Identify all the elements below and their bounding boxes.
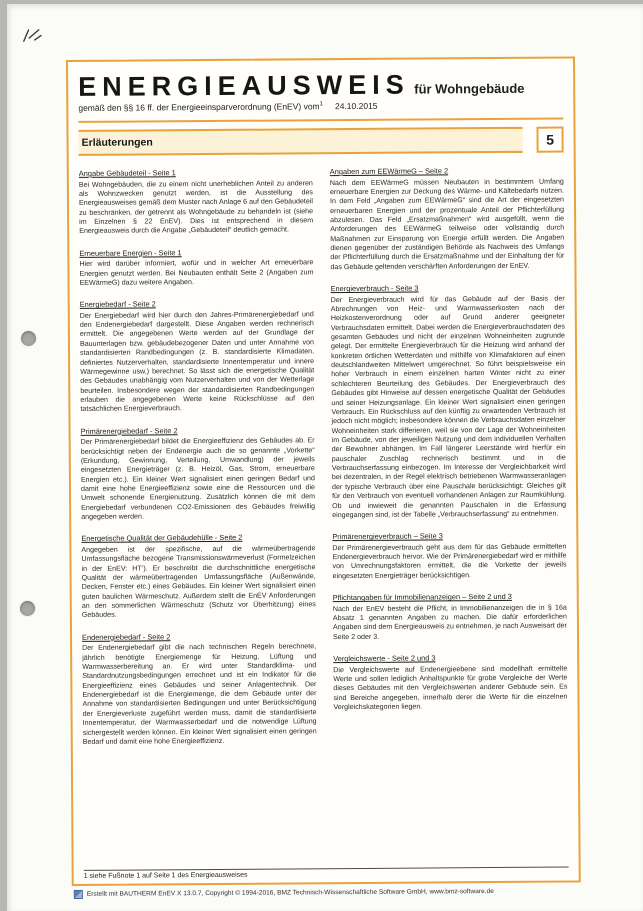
content-columns bbox=[79, 166, 569, 870]
section-heading: Vergleichswerte - Seite 2 und 3 bbox=[333, 653, 436, 664]
credit-text: Erstellt mit BAUTHERM EnEV X 13.0.7, Copyright © 1994-2016, BMZ Technisch-Wissenschaftliche Software GmbH, www.bmz-software.de bbox=[86, 888, 494, 898]
title-row bbox=[78, 71, 563, 101]
document-title-suffix: für Wohngebäude bbox=[414, 80, 525, 97]
section-heading: Endenergiebedarf - Seite 2 bbox=[81, 632, 171, 642]
section-title-bar bbox=[78, 127, 522, 156]
section-body: Angegeben ist der spezifische, auf die wärmeübertragende Umfassungsfläche bezogene Transmissionswärmeverlust (Formelzeichen in der EnEV: HT’). Er beschreibt die durchschnittliche energetische Qualität der wärmeübertragenden Umfassungsfläche (Außenwände, Decken, Fenster etc.) eines Gebäudes. Ein kleiner Wert signalisiert einen guten baulichen Wärmeschutz. Außerdem stellt die EnEV Anforderungen an den sommerlichen Wärmeschutz (Schutz vor Überhitzung) eines Gebäudes. bbox=[81, 544, 316, 620]
section-pflichtangaben bbox=[333, 592, 567, 643]
section-heading: Primärenergieverbrauch – Seite 3 bbox=[332, 531, 443, 542]
punch-hole-bottom bbox=[20, 601, 35, 616]
section-heading: Erneuerbare Energien - Seite 1 bbox=[79, 247, 182, 258]
section-body: Nach der EnEV besteht die Pflicht, in Immobilienanzeigen die in § 16a Absatz 1 genannten Angaben zu machen. Die dafür erforderlichen Angaben sind dem Energieausweis zu entnehmen, je nach Ausweisart der Seite 2 oder 3. bbox=[332, 603, 567, 641]
energieausweis-document bbox=[66, 56, 581, 899]
section-heading: Energiebedarf - Seite 2 bbox=[79, 299, 156, 310]
section-heading: Angabe Gebäudeteil - Seite 1 bbox=[78, 168, 176, 178]
section-heading: Angaben zum EEWärmeG – Seite 2 bbox=[329, 166, 449, 177]
section-primaerenergieverbrauch bbox=[332, 531, 566, 582]
section-endenergiebedarf bbox=[82, 631, 317, 747]
section-primaerenergiebedarf bbox=[81, 425, 316, 522]
section-body: Der Primärenergieverbrauch geht aus dem für das Gebäude ermittelten Endenergieverbrauch hervor. Wie der Primärenergiebedarf wird er mithilfe von Umrechnungsfaktoren ermittelt, die die Vorkette der jeweils eingesetzten Energieträger berücksichtigen. bbox=[332, 542, 567, 580]
section-heading: Energieverbrauch - Seite 3 bbox=[330, 283, 419, 294]
section-energetische-qualitaet bbox=[81, 533, 316, 621]
section-body: Hier wird darüber informiert, wofür und in welcher Art erneuerbare Energien genutzt werden. Bei Neubauten enthält Seite 2 (Angaben zum EEWärmeG) dazu weitere Angaben. bbox=[79, 258, 314, 287]
page-number-box: 5 bbox=[536, 127, 563, 153]
section-body: Die Vergleichswerte auf Endenergieebene sind modellhaft ermittelte Werte und sollen lediglich Anhaltspunkte für grobe Vergleiche der Werte dieses Gebäudes mit den Vergleichswerten anderer Gebäude sein. Es sind Bereiche angegeben, innerhalb derer die Werte für die einzelnen Vergleichskategorien liegen. bbox=[333, 664, 568, 712]
section-erneuerbare-energien bbox=[79, 247, 313, 288]
section-body: Der Primärenergiebedarf bildet die Energieeffizienz des Gebäudes ab. Er berücksichtigt neben der Endenergie auch die so genannte „Vorkette“ (Erkundung, Gewinnung, Verteilung, Umwandlung) der jeweils eingesetzten Energieträger (z. B. Heizöl, Gas, Strom, erneuerbare Energien etc.). Ein kleiner Wert signalisiert einen geringen Bedarf und damit eine hohe Energieeffizienz sowie eine die Ressourcen und die Umwelt schonende Energienutzung. Zusätzlich können die mit dem Energiebedarf verbundenen CO2-Emissionen des Gebäudes freiwillig angegeben werden. bbox=[80, 436, 316, 521]
left-column bbox=[79, 167, 318, 870]
right-column bbox=[330, 166, 569, 869]
document-frame bbox=[66, 56, 581, 886]
section-heading: Pflichtangaben für Immobilienanzeigen – Seite 2 und 3 bbox=[332, 592, 512, 603]
section-body: Nach dem EEWärmeG müssen Neubauten in bestimmtem Umfang erneuerbare Energien zur Deckung des Wärme- und Kältebedarfs nutzen. In dem Feld „Angaben zum EEWärmeG“ sind die Art der eingesetzten erneuerbaren Energien und der prozentuale Anteil der Pflichterfüllung abzulesen. Das Feld „Ersatzmaßnahmen“ wird ausgefüllt, wenn die Anforderungen des EEWärmeG teilweise oder vollständig durch Maßnahmen zur Einsparung von Energie erfüllt werden. Die Angaben dienen gegenüber der zuständigen Behörde als Nachweis des Umfangs der Pflichterfüllung durch die Ersatzmaßnahme und der Einhaltung der für das Gebäude geltenden verschärften Anforderungen der EnEV. bbox=[329, 177, 565, 271]
subtitle-text: gemäß den §§ 16 ff. der Energieeinsparverordnung (EnEV) vom bbox=[78, 101, 320, 113]
section-heading: Energetische Qualität der Gebäudehülle - Seite 2 bbox=[81, 533, 243, 544]
section-energieverbrauch bbox=[331, 283, 567, 521]
software-logo-icon bbox=[74, 890, 83, 899]
section-vergleichswerte bbox=[333, 653, 567, 713]
section-body: Der Energieverbrauch wird für das Gebäude auf der Basis der Abrechnungen von Heiz- und Warmwasserkosten nach der Heizkostenverordnung oder auf Grund anderer geeigneter Verbrauchsdaten ermittelt. Dabei werden die Energieverbrauchsdaten des gesamten Gebäudes und nicht der einzelnen Wohneinheiten zugrunde gelegt. Der ermittelte Energieverbrauch für die Heizung wird anhand der konkreten örtlichen Wetterdaten und mithilfe von Klimafaktoren auf einen deutschlandweiten Mittelwert umgerechnet. So führt beispielsweise ein hoher Verbrauch in einem einzelnen harten Winter nicht zu einer schlechteren Beurteilung des Gebäudes. Der Energieverbrauch des Gebäudes gibt Hinweise auf dessen energetische Qualität der Gebäudes und seiner Heizungsanlage. Ein kleiner Wert signalisiert einen geringen Verbrauch. Ein Rückschluss auf den künftig zu erwartenden Verbrauch ist jedoch nicht möglich; insbesondere können die Verbrauchsdaten einzelner Wohneinheiten stark differieren, weil sie von der Lage der Wohneinheiten im Gebäude, von der jeweiligen Nutzung und dem individuellen Verhalten der Bewohner abhängen. Im Fall längerer Leerstände wird hierfür ein pauschaler Zuschlag rechnerisch bestimmt und in die Verbrauchserfassung einbezogen. Im Interesse der Vergleichbarkeit wird bei dezentralen, in der Regel elektrisch betriebenen Warmwasseranlagen der typische Verbrauch über eine Pauschale berücksichtigt: Gleiches gilt für den Verbrauch von eventuell vorhandenen Anlagen zur Raumkühlung. Ob und inwieweit die genannten Pauschalen in die Erfassung eingegangen sind, ist der Tabelle „Verbrauchserfassung“ zu entnehmen. bbox=[330, 294, 567, 520]
issue-date: 24.10.2015 bbox=[334, 100, 378, 112]
section-body: Der Endenergiebedarf gibt die nach technischen Regeln berechnete, jährlich benötigte Energiemenge für Heizung, Lüftung und Warmwasserbereitung an. Er wird unter Standardklima- und Standardnutzungsbedingungen errechnet und ist ein Indikator für die Energieeffizienz eines Gebäudes und seiner Anlagentechnik. Der Endenergiebedarf ist die Energiemenge, die dem Gebäude unter der Annahme von standardisierten Bedingungen und unter Berücksichtigung der Energieverluste zugeführt werden muss, damit die standardisierte Innentemperatur, der Warmwasserbedarf und die notwendige Lüftung sichergestellt werden können. Ein kleiner Wert signalisiert einen geringen Bedarf und damit eine hohe Energieeffizienz. bbox=[82, 642, 317, 746]
footnote-marker: 1 bbox=[319, 101, 323, 108]
section-title: Erläuterungen bbox=[81, 136, 153, 149]
section-heading: Primärenergiebedarf - Seite 2 bbox=[80, 425, 178, 436]
document-title: ENERGIEAUSWEIS bbox=[78, 69, 410, 102]
section-angabe-gebaeudeteil bbox=[79, 167, 313, 236]
footnote-text: 1 siehe Fußnote 1 auf Seite 1 des Energieausweises bbox=[83, 871, 248, 880]
section-body: Bei Wohngebäuden, die zu einem nicht unerheblichen Anteil zu anderen als Wohnzwecken genutzt werden, ist die Ausstellung des Energieausweises gemäß dem Muster nach Anlage 6 auf den Gebäudeteil zu beschränken, der getrennt als Wohngebäude zu behandeln ist (siehe im Einzelnen § 22 EnEV). Dies ist entsprechend in diesem Energieausweis durch die Angabe „Gebäudeteil“ deutlich gemacht. bbox=[78, 178, 314, 236]
section-energiebedarf bbox=[80, 299, 315, 415]
section-body: Der Energiebedarf wird hier durch den Jahres-Primärenergiebedarf und den Endenergiebedarf dargestellt. Diese Angaben werden rechnerisch ermittelt. Die angegebenen Werte werden auf der Grundlage der Bauunterlagen bzw. gebäudebezogener Daten und unter Annahme von standardisierten Randbedingungen (z. B. standardisierte Klimadaten, definiertes Nutzerverhalten, standardisierte Innentemperatur und innere Wärmegewinne usw.) berechnet. So lässt sich die energetische Qualität des Gebäudes unabhängig vom Nutzerverhalten und von der Wetterlage beurteilen. Insbesondere wegen der standardisierten Randbedingungen erlauben die angegebenen Werte keine Rückschlüsse auf den tatsächlichen Energieverbrauch. bbox=[79, 310, 315, 414]
footnote-area bbox=[84, 867, 569, 884]
document-subtitle bbox=[78, 100, 563, 113]
section-title-row bbox=[78, 127, 563, 156]
punch-hole-top bbox=[21, 331, 36, 346]
document-header bbox=[78, 59, 563, 123]
section-angaben-eewaermeg bbox=[330, 166, 565, 273]
